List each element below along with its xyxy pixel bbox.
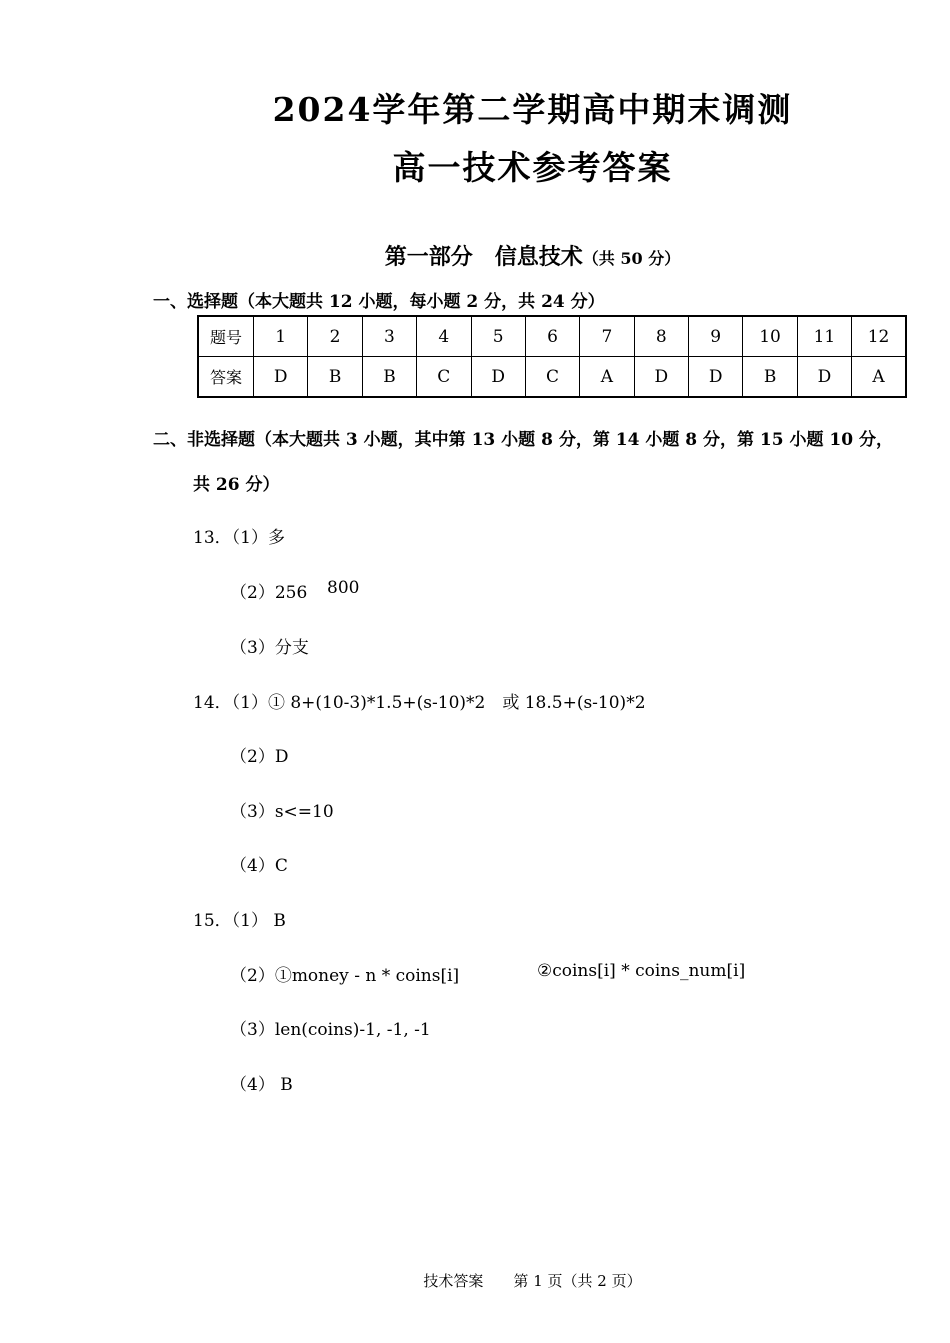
table-cell: 2 [308,316,362,357]
q15-answer-1: 15．（1） B [193,911,286,931]
table-cell: 6 [525,316,579,357]
table-cell: 8 [634,316,688,357]
question-number-row [198,316,906,357]
table-cell: 4 [417,316,471,357]
table-cell: 5 [471,316,525,357]
document-title: 2024学年第二学期高中期末调测 [272,90,793,129]
table-cell: 10 [743,316,797,357]
answer-row [198,357,906,398]
page-footer [0,1270,950,1291]
q14-answer-1: 14．（1）① 8+(10-3)*1.5+(s-10)*2 或 18.5+(s-10)*2 [193,693,646,713]
q13-answer-2a: （2）256 [230,583,308,603]
q14-answer-4: （4）C [230,856,288,876]
q14-answer-3: （3）s<=10 [230,802,334,822]
q13-answer-1: 13．（1）多 [193,528,285,548]
table-cell: B [362,357,416,398]
table-cell: A [852,357,906,398]
table-cell: C [417,357,471,398]
footer-doc-name: 技术答案 [423,1272,484,1290]
q13-answer-3: （3）分支 [230,638,309,658]
section1-heading: 一、选择题（本大题共 12 小题，每小题 2 分，共 24 分） [153,292,605,312]
q15-answer-3: （3）len(coins)-1, -1, -1 [230,1020,431,1040]
row-label-answer: 答案 [198,357,254,398]
q15-answer-2b: ②coins[i] * coins_num[i] [537,961,746,981]
table-cell: C [525,357,579,398]
row-label-question: 题号 [198,316,254,357]
table-cell: B [743,357,797,398]
footer-page-number: 第 1 页（共 2 页） [513,1272,642,1290]
part-heading [0,240,950,271]
q15-answer-2a: （2）①money - n * coins[i] [230,966,460,986]
q14-answer-2: （2）D [230,747,289,767]
table-cell: 7 [580,316,634,357]
q15-answer-4: （4） B [230,1075,293,1095]
table-cell: 9 [689,316,743,357]
table-cell: D [634,357,688,398]
table-cell: 3 [362,316,416,357]
table-cell: B [308,357,362,398]
q13-answer-2b: 800 [327,578,360,598]
table-cell: D [797,357,851,398]
table-cell: D [689,357,743,398]
document-subtitle: 高一技术参考答案 [392,148,673,187]
answer-table [197,315,907,398]
table-cell: D [471,357,525,398]
table-cell: 12 [852,316,906,357]
table-cell: 1 [254,316,308,357]
table-cell: A [580,357,634,398]
part-score: （共 50 分） [582,249,681,268]
table-cell: D [254,357,308,398]
part-title: 第一部分 信息技术 [384,244,583,270]
section2-heading-continued: 共 26 分） [193,475,280,495]
section2-heading: 二、非选择题（本大题共 3 小题，其中第 13 小题 8 分，第 14 小题 8 分，第 15 小题 10 分， [153,430,893,450]
table-cell: 11 [797,316,851,357]
